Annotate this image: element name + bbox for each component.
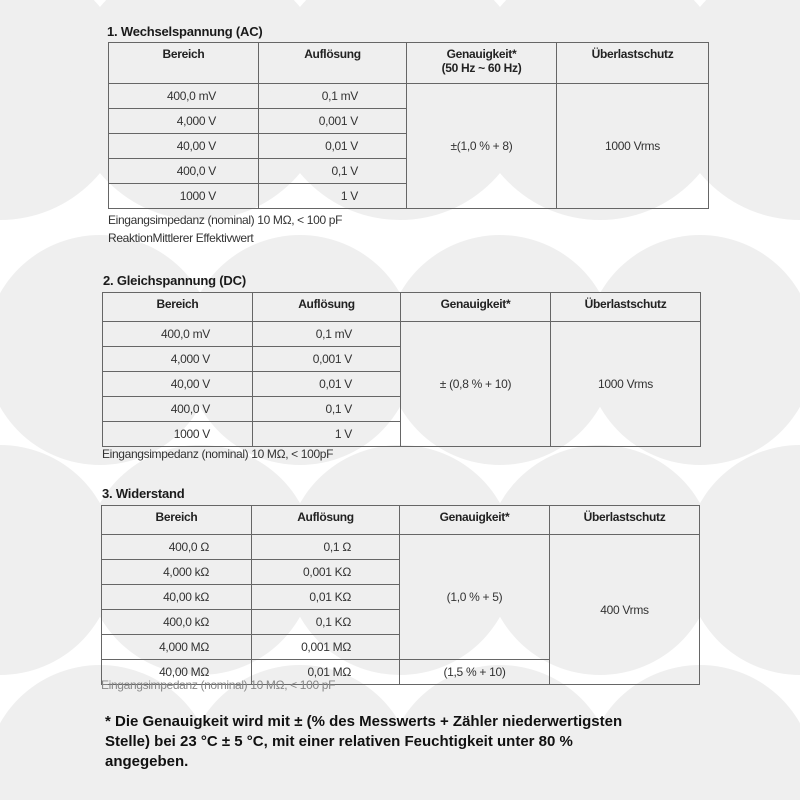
section-title-dc: 2. Gleichspannung (DC) <box>103 273 246 288</box>
cell-aufloesung: 0,01 KΩ <box>252 585 400 610</box>
header-ueberlast: Überlastschutz <box>557 43 709 84</box>
cell-genauigkeit-last: (1,5 % + 10) <box>400 660 550 685</box>
cell-bereich: 400,0 V <box>103 397 253 422</box>
cell-aufloesung: 0,001 V <box>259 109 407 134</box>
cell-bereich: 40,00 MΩ <box>102 660 252 685</box>
cell-bereich: 40,00 kΩ <box>102 585 252 610</box>
cell-bereich: 4,000 MΩ <box>102 635 252 660</box>
table-row <box>102 535 700 560</box>
table-row <box>103 322 701 347</box>
cell-aufloesung: 0,01 MΩ <box>252 660 400 685</box>
header-genauigkeit <box>407 43 557 84</box>
ac-spec-table <box>108 42 709 209</box>
cell-ueberlast: 1000 Vrms <box>557 84 709 209</box>
cell-aufloesung: 1 V <box>253 422 401 447</box>
ac-note-response: ReaktionMittlerer Effektivwert <box>108 231 254 245</box>
cell-bereich: 400,0 mV <box>103 322 253 347</box>
table-header-row <box>109 43 709 84</box>
cell-bereich: 40,00 V <box>103 372 253 397</box>
header-ueberlast: Überlastschutz <box>551 293 701 322</box>
cell-genauigkeit: ±(1,0 % + 8) <box>407 84 557 209</box>
cell-bereich: 4,000 V <box>109 109 259 134</box>
cell-aufloesung: 0,1 KΩ <box>252 610 400 635</box>
cell-bereich: 4,000 V <box>103 347 253 372</box>
section-title-ac: 1. Wechselspannung (AC) <box>107 24 263 39</box>
cell-aufloesung: 0,1 mV <box>259 84 407 109</box>
cell-bereich: 400,0 V <box>109 159 259 184</box>
header-ueberlast: Überlastschutz <box>550 506 700 535</box>
cell-aufloesung: 0,1 V <box>259 159 407 184</box>
cell-aufloesung: 0,1 V <box>253 397 401 422</box>
cell-aufloesung: 0,01 V <box>259 134 407 159</box>
cell-aufloesung: 0,001 KΩ <box>252 560 400 585</box>
cell-bereich: 1000 V <box>109 184 259 209</box>
cell-bereich: 1000 V <box>103 422 253 447</box>
cell-aufloesung: 0,1 mV <box>253 322 401 347</box>
table-header-row <box>103 293 701 322</box>
table-header-row <box>102 506 700 535</box>
cell-ueberlast: 400 Vrms <box>550 535 700 685</box>
ac-note-impedance: Eingangsimpedanz (nominal) 10 MΩ, < 100 pF <box>108 213 343 227</box>
resistance-note-impedance: Eingangsimpedanz (nominal) 10 MΩ, < 100 pF <box>101 678 336 692</box>
cell-genauigkeit: (1,0 % + 5) <box>400 535 550 660</box>
resistance-spec-table <box>101 505 700 685</box>
cell-bereich: 40,00 V <box>109 134 259 159</box>
accuracy-footnote: * Die Genauigkeit wird mit ± (% des Messwerts + Zähler niederwertigsten Stelle) bei 23 °C ± 5 °C, mit einer relativen Feuchtigkeit unter 80 % angegeben. <box>105 713 623 770</box>
table-row <box>109 84 709 109</box>
header-bereich: Bereich <box>102 506 252 535</box>
header-aufloesung: Auflösung <box>259 43 407 84</box>
cell-bereich: 4,000 kΩ <box>102 560 252 585</box>
dc-note-impedance: Eingangsimpedanz (nominal) 10 MΩ, < 100pF <box>102 447 334 461</box>
cell-aufloesung: 1 V <box>259 184 407 209</box>
cell-ueberlast: 1000 Vrms <box>551 322 701 447</box>
cell-genauigkeit: ± (0,8 % + 10) <box>401 322 551 447</box>
header-aufloesung: Auflösung <box>252 506 400 535</box>
header-genauigkeit-line2: (50 Hz ~ 60 Hz) <box>441 61 522 75</box>
cell-bereich: 400,0 Ω <box>102 535 252 560</box>
header-genauigkeit: Genauigkeit* <box>400 506 550 535</box>
cell-aufloesung: 0,001 MΩ <box>252 635 400 660</box>
header-aufloesung: Auflösung <box>253 293 401 322</box>
cell-aufloesung: 0,1 Ω <box>252 535 400 560</box>
cell-bereich: 400,0 kΩ <box>102 610 252 635</box>
section-title-resistance: 3. Widerstand <box>102 486 185 501</box>
cell-bereich: 400,0 mV <box>109 84 259 109</box>
header-genauigkeit: Genauigkeit* <box>401 293 551 322</box>
header-bereich: Bereich <box>109 43 259 84</box>
dc-spec-table <box>102 292 701 447</box>
header-bereich: Bereich <box>103 293 253 322</box>
cell-aufloesung: 0,01 V <box>253 372 401 397</box>
header-genauigkeit-line1: Genauigkeit* <box>446 47 517 61</box>
cell-aufloesung: 0,001 V <box>253 347 401 372</box>
